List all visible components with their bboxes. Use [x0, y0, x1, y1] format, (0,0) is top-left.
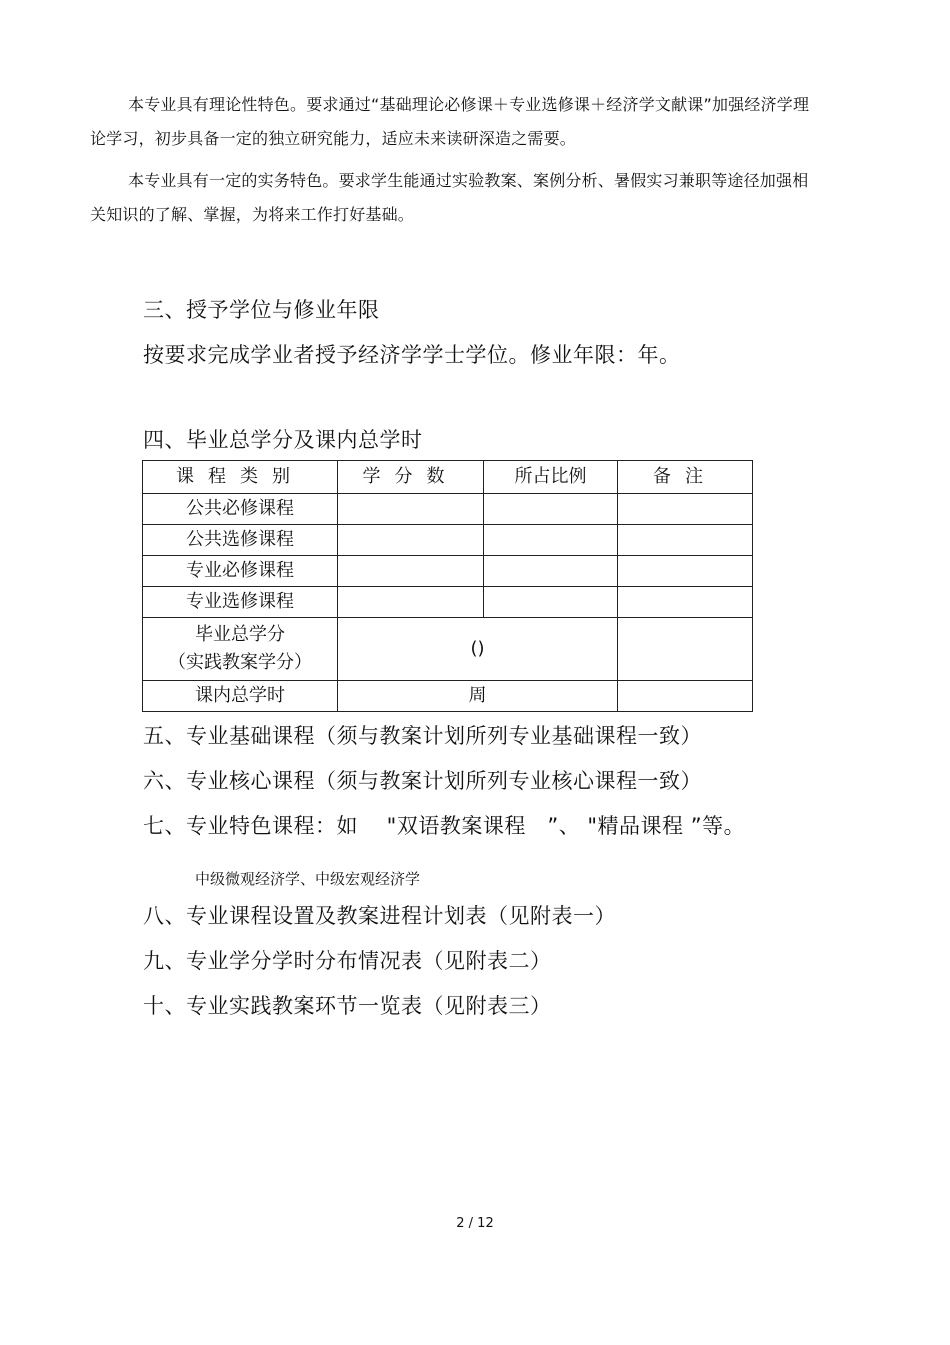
credits-cell [338, 587, 484, 618]
remarks-cell [618, 618, 753, 681]
total-credits-label-line1: 毕业总学分 [195, 624, 285, 645]
row-label: 公共必修课程 [143, 494, 338, 525]
credits-cell [338, 556, 484, 587]
credits-cell [338, 525, 484, 556]
total-hours-value: 周 [338, 681, 618, 712]
credits-table [142, 460, 753, 712]
total-credits-label [143, 618, 338, 681]
row-label: 专业选修课程 [143, 587, 338, 618]
section-3-text: 按要求完成学业者授予经济学学士学位。修业年限：年。 [143, 343, 681, 367]
paragraph-theory-feature: 本专业具有理论性特色。要求通过“基础理论必修课＋专业选修课＋经济学文献课”加强经济学理论学习，初步具备一定的独立研究能力，适应未来读研深造之需要。 [90, 95, 810, 148]
section-7-note: 中级微观经济学、中级宏观经济学 [195, 870, 421, 888]
header-credits: 学分数 [338, 461, 484, 494]
header-course-category: 课程类别 [143, 461, 338, 494]
paragraph-practice-feature: 本专业具有一定的实务特色。要求学生能通过实验教案、案例分析、暑假实习兼职等途径加强相关知识的了解、掌握，为将来工作打好基础。 [90, 171, 809, 224]
section-7-heading: 七、专业特色课程：如 "双语教案课程 ”、 "精品课程 ”等。 [143, 814, 746, 838]
header-remarks: 备注 [618, 461, 753, 494]
remarks-cell [618, 681, 753, 712]
table-row-total-hours [143, 681, 753, 712]
section-6-heading: 六、专业核心课程（须与教案计划所列专业核心课程一致） [143, 769, 702, 793]
proportion-cell [484, 494, 618, 525]
total-credits-label-line2: （实践教案学分） [168, 652, 312, 673]
header-proportion: 所占比例 [484, 461, 618, 494]
remarks-cell [618, 556, 753, 587]
table-row [143, 587, 753, 618]
total-credits-value: () [338, 618, 618, 681]
remarks-cell [618, 525, 753, 556]
section-5-heading: 五、专业基础课程（须与教案计划所列专业基础课程一致） [143, 724, 702, 748]
row-label: 公共选修课程 [143, 525, 338, 556]
remarks-cell [618, 587, 753, 618]
section-10-heading: 十、专业实践教案环节一览表（见附表三） [143, 994, 552, 1018]
table-row [143, 494, 753, 525]
proportion-cell [484, 587, 618, 618]
credits-cell [338, 494, 484, 525]
table-row [143, 525, 753, 556]
section-8-heading: 八、专业课程设置及教案进程计划表（见附表一） [143, 904, 616, 928]
table-row [143, 556, 753, 587]
row-label: 专业必修课程 [143, 556, 338, 587]
proportion-cell [484, 525, 618, 556]
section-4-heading: 四、毕业总学分及课内总学时 [143, 428, 423, 452]
section-9-heading: 九、专业学分学时分布情况表（见附表二） [143, 949, 552, 973]
remarks-cell [618, 494, 753, 525]
section-3-heading: 三、授予学位与修业年限 [143, 298, 380, 322]
table-row-total-credits [143, 618, 753, 681]
table-header-row [143, 461, 753, 494]
total-hours-label: 课内总学时 [143, 681, 338, 712]
page-number: 2 / 12 [456, 1216, 494, 1231]
proportion-cell [484, 556, 618, 587]
